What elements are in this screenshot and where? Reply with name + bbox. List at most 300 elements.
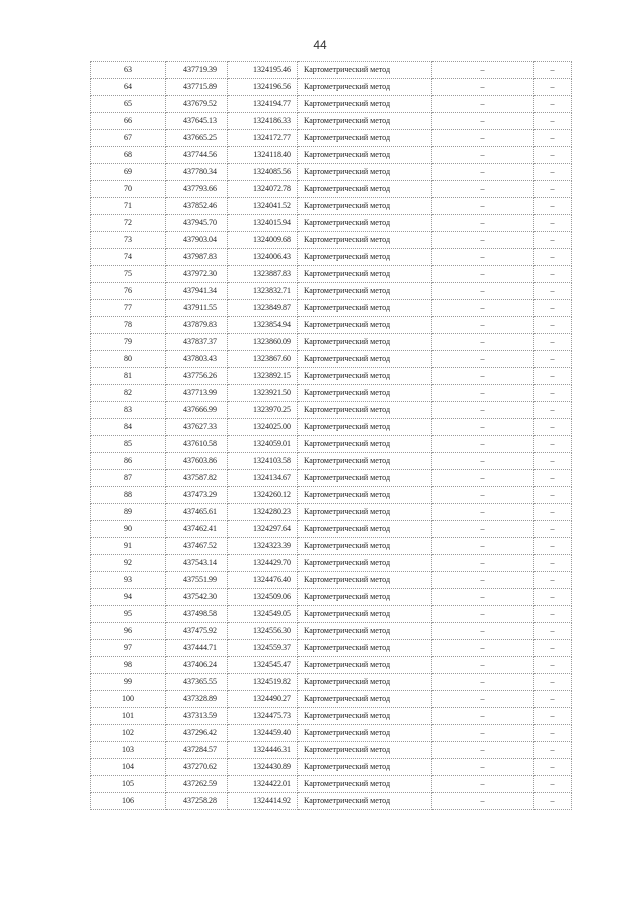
description-cell: – (534, 674, 572, 691)
table-row (91, 164, 572, 181)
point-number-cell: 65 (91, 96, 166, 113)
y-coordinate-cell: 1323921.50 (228, 385, 298, 402)
point-number-cell: 79 (91, 334, 166, 351)
accuracy-cell: – (432, 436, 534, 453)
x-coordinate-cell: 437587.82 (166, 470, 228, 487)
table-row (91, 249, 572, 266)
y-coordinate-cell: 1324006.43 (228, 249, 298, 266)
method-cell: Картометрический метод (298, 436, 432, 453)
accuracy-cell: – (432, 776, 534, 793)
accuracy-cell: – (432, 130, 534, 147)
description-cell: – (534, 538, 572, 555)
accuracy-cell: – (432, 266, 534, 283)
accuracy-cell: – (432, 419, 534, 436)
accuracy-cell: – (432, 691, 534, 708)
x-coordinate-cell: 437603.86 (166, 453, 228, 470)
description-cell: – (534, 300, 572, 317)
point-number-cell: 88 (91, 487, 166, 504)
point-number-cell: 84 (91, 419, 166, 436)
y-coordinate-cell: 1324025.00 (228, 419, 298, 436)
x-coordinate-cell: 437972.30 (166, 266, 228, 283)
x-coordinate-cell: 437879.83 (166, 317, 228, 334)
y-coordinate-cell: 1324072.78 (228, 181, 298, 198)
description-cell: – (534, 181, 572, 198)
method-cell: Картометрический метод (298, 674, 432, 691)
x-coordinate-cell: 437803.43 (166, 351, 228, 368)
accuracy-cell: – (432, 487, 534, 504)
point-number-cell: 94 (91, 589, 166, 606)
x-coordinate-cell: 437462.41 (166, 521, 228, 538)
point-number-cell: 93 (91, 572, 166, 589)
accuracy-cell: – (432, 504, 534, 521)
table-row (91, 283, 572, 300)
description-cell: – (534, 79, 572, 96)
x-coordinate-cell: 437542.30 (166, 589, 228, 606)
method-cell: Картометрический метод (298, 368, 432, 385)
x-coordinate-cell: 437406.24 (166, 657, 228, 674)
y-coordinate-cell: 1324490.27 (228, 691, 298, 708)
x-coordinate-cell: 437498.58 (166, 606, 228, 623)
table-row (91, 198, 572, 215)
method-cell: Картометрический метод (298, 640, 432, 657)
accuracy-cell: – (432, 640, 534, 657)
accuracy-cell: – (432, 232, 534, 249)
point-number-cell: 100 (91, 691, 166, 708)
accuracy-cell: – (432, 538, 534, 555)
y-coordinate-cell: 1323832.71 (228, 283, 298, 300)
description-cell: – (534, 640, 572, 657)
table-row (91, 266, 572, 283)
description-cell: – (534, 453, 572, 470)
table-row (91, 436, 572, 453)
description-cell: – (534, 249, 572, 266)
point-number-cell: 82 (91, 385, 166, 402)
method-cell: Картометрический метод (298, 385, 432, 402)
table-row (91, 504, 572, 521)
point-number-cell: 64 (91, 79, 166, 96)
point-number-cell: 78 (91, 317, 166, 334)
method-cell: Картометрический метод (298, 776, 432, 793)
x-coordinate-cell: 437780.34 (166, 164, 228, 181)
x-coordinate-cell: 437296.42 (166, 725, 228, 742)
y-coordinate-cell: 1324172.77 (228, 130, 298, 147)
x-coordinate-cell: 437837.37 (166, 334, 228, 351)
method-cell: Картометрический метод (298, 793, 432, 810)
method-cell: Картометрический метод (298, 606, 432, 623)
table-row (91, 606, 572, 623)
table-row (91, 317, 572, 334)
y-coordinate-cell: 1324476.40 (228, 572, 298, 589)
point-number-cell: 63 (91, 62, 166, 79)
y-coordinate-cell: 1324009.68 (228, 232, 298, 249)
table-row (91, 130, 572, 147)
method-cell: Картометрический метод (298, 657, 432, 674)
table-row (91, 487, 572, 504)
y-coordinate-cell: 1323867.60 (228, 351, 298, 368)
point-number-cell: 102 (91, 725, 166, 742)
point-number-cell: 106 (91, 793, 166, 810)
description-cell: – (534, 589, 572, 606)
x-coordinate-cell: 437467.52 (166, 538, 228, 555)
x-coordinate-cell: 437543.14 (166, 555, 228, 572)
x-coordinate-cell: 437945.70 (166, 215, 228, 232)
point-number-cell: 96 (91, 623, 166, 640)
method-cell: Картометрический метод (298, 130, 432, 147)
point-number-cell: 81 (91, 368, 166, 385)
point-number-cell: 95 (91, 606, 166, 623)
x-coordinate-cell: 437258.28 (166, 793, 228, 810)
y-coordinate-cell: 1324549.05 (228, 606, 298, 623)
accuracy-cell: – (432, 453, 534, 470)
description-cell: – (534, 487, 572, 504)
method-cell: Картометрический метод (298, 487, 432, 504)
x-coordinate-cell: 437665.25 (166, 130, 228, 147)
y-coordinate-cell: 1324414.92 (228, 793, 298, 810)
x-coordinate-cell: 437756.26 (166, 368, 228, 385)
description-cell: – (534, 283, 572, 300)
description-cell: – (534, 385, 572, 402)
method-cell: Картометрический метод (298, 623, 432, 640)
accuracy-cell: – (432, 606, 534, 623)
table-row (91, 657, 572, 674)
table-row (91, 470, 572, 487)
description-cell: – (534, 776, 572, 793)
table-row (91, 113, 572, 130)
method-cell: Картометрический метод (298, 249, 432, 266)
table-row (91, 96, 572, 113)
method-cell: Картометрический метод (298, 300, 432, 317)
y-coordinate-cell: 1323887.83 (228, 266, 298, 283)
y-coordinate-cell: 1324323.39 (228, 538, 298, 555)
description-cell: – (534, 368, 572, 385)
accuracy-cell: – (432, 283, 534, 300)
description-cell: – (534, 742, 572, 759)
x-coordinate-cell: 437713.99 (166, 385, 228, 402)
description-cell: – (534, 572, 572, 589)
accuracy-cell: – (432, 181, 534, 198)
point-number-cell: 73 (91, 232, 166, 249)
method-cell: Картометрический метод (298, 62, 432, 79)
table-row (91, 538, 572, 555)
x-coordinate-cell: 437666.99 (166, 402, 228, 419)
y-coordinate-cell: 1323849.87 (228, 300, 298, 317)
accuracy-cell: – (432, 351, 534, 368)
description-cell: – (534, 623, 572, 640)
description-cell: – (534, 759, 572, 776)
point-number-cell: 98 (91, 657, 166, 674)
point-number-cell: 104 (91, 759, 166, 776)
accuracy-cell: – (432, 113, 534, 130)
method-cell: Картометрический метод (298, 453, 432, 470)
point-number-cell: 87 (91, 470, 166, 487)
description-cell: – (534, 351, 572, 368)
description-cell: – (534, 215, 572, 232)
accuracy-cell: – (432, 79, 534, 96)
description-cell: – (534, 725, 572, 742)
accuracy-cell: – (432, 657, 534, 674)
method-cell: Картометрический метод (298, 572, 432, 589)
y-coordinate-cell: 1323970.25 (228, 402, 298, 419)
description-cell: – (534, 521, 572, 538)
method-cell: Картометрический метод (298, 215, 432, 232)
point-number-cell: 90 (91, 521, 166, 538)
table-row (91, 62, 572, 79)
table-row (91, 402, 572, 419)
accuracy-cell: – (432, 96, 534, 113)
accuracy-cell: – (432, 368, 534, 385)
y-coordinate-cell: 1324559.37 (228, 640, 298, 657)
y-coordinate-cell: 1324186.33 (228, 113, 298, 130)
table-row (91, 521, 572, 538)
y-coordinate-cell: 1324195.46 (228, 62, 298, 79)
point-number-cell: 85 (91, 436, 166, 453)
x-coordinate-cell: 437473.29 (166, 487, 228, 504)
y-coordinate-cell: 1324459.40 (228, 725, 298, 742)
table-row (91, 215, 572, 232)
accuracy-cell: – (432, 300, 534, 317)
x-coordinate-cell: 437715.89 (166, 79, 228, 96)
x-coordinate-cell: 437475.92 (166, 623, 228, 640)
method-cell: Картометрический метод (298, 266, 432, 283)
method-cell: Картометрический метод (298, 351, 432, 368)
accuracy-cell: – (432, 555, 534, 572)
x-coordinate-cell: 437284.57 (166, 742, 228, 759)
accuracy-cell: – (432, 147, 534, 164)
method-cell: Картометрический метод (298, 334, 432, 351)
method-cell: Картометрический метод (298, 538, 432, 555)
accuracy-cell: – (432, 793, 534, 810)
x-coordinate-cell: 437793.66 (166, 181, 228, 198)
table-row (91, 351, 572, 368)
description-cell: – (534, 113, 572, 130)
y-coordinate-cell: 1324519.82 (228, 674, 298, 691)
x-coordinate-cell: 437719.39 (166, 62, 228, 79)
method-cell: Картометрический метод (298, 79, 432, 96)
x-coordinate-cell: 437744.56 (166, 147, 228, 164)
description-cell: – (534, 266, 572, 283)
table-row (91, 368, 572, 385)
accuracy-cell: – (432, 759, 534, 776)
x-coordinate-cell: 437987.83 (166, 249, 228, 266)
y-coordinate-cell: 1324196.56 (228, 79, 298, 96)
accuracy-cell: – (432, 470, 534, 487)
accuracy-cell: – (432, 402, 534, 419)
method-cell: Картометрический метод (298, 470, 432, 487)
x-coordinate-cell: 437610.58 (166, 436, 228, 453)
coordinates-table-body (91, 62, 572, 810)
method-cell: Картометрический метод (298, 555, 432, 572)
x-coordinate-cell: 437679.52 (166, 96, 228, 113)
accuracy-cell: – (432, 317, 534, 334)
point-number-cell: 72 (91, 215, 166, 232)
table-row (91, 555, 572, 572)
y-coordinate-cell: 1324475.73 (228, 708, 298, 725)
method-cell: Картометрический метод (298, 691, 432, 708)
table-row (91, 572, 572, 589)
method-cell: Картометрический метод (298, 708, 432, 725)
description-cell: – (534, 708, 572, 725)
point-number-cell: 67 (91, 130, 166, 147)
point-number-cell: 75 (91, 266, 166, 283)
accuracy-cell: – (432, 708, 534, 725)
description-cell: – (534, 691, 572, 708)
method-cell: Картометрический метод (298, 419, 432, 436)
method-cell: Картометрический метод (298, 402, 432, 419)
table-row (91, 742, 572, 759)
point-number-cell: 74 (91, 249, 166, 266)
y-coordinate-cell: 1324059.01 (228, 436, 298, 453)
y-coordinate-cell: 1324556.30 (228, 623, 298, 640)
point-number-cell: 83 (91, 402, 166, 419)
y-coordinate-cell: 1324422.01 (228, 776, 298, 793)
point-number-cell: 86 (91, 453, 166, 470)
table-row (91, 300, 572, 317)
y-coordinate-cell: 1324118.40 (228, 147, 298, 164)
x-coordinate-cell: 437852.46 (166, 198, 228, 215)
x-coordinate-cell: 437313.59 (166, 708, 228, 725)
table-row (91, 776, 572, 793)
x-coordinate-cell: 437645.13 (166, 113, 228, 130)
point-number-cell: 89 (91, 504, 166, 521)
accuracy-cell: – (432, 385, 534, 402)
method-cell: Картометрический метод (298, 113, 432, 130)
description-cell: – (534, 198, 572, 215)
table-row (91, 79, 572, 96)
accuracy-cell: – (432, 674, 534, 691)
y-coordinate-cell: 1324446.31 (228, 742, 298, 759)
x-coordinate-cell: 437444.71 (166, 640, 228, 657)
point-number-cell: 66 (91, 113, 166, 130)
method-cell: Картометрический метод (298, 181, 432, 198)
x-coordinate-cell: 437270.62 (166, 759, 228, 776)
table-row (91, 725, 572, 742)
method-cell: Картометрический метод (298, 96, 432, 113)
y-coordinate-cell: 1323854.94 (228, 317, 298, 334)
point-number-cell: 77 (91, 300, 166, 317)
y-coordinate-cell: 1324545.47 (228, 657, 298, 674)
description-cell: – (534, 793, 572, 810)
table-row (91, 589, 572, 606)
table-row (91, 691, 572, 708)
y-coordinate-cell: 1323860.09 (228, 334, 298, 351)
y-coordinate-cell: 1324085.56 (228, 164, 298, 181)
description-cell: – (534, 62, 572, 79)
y-coordinate-cell: 1323892.15 (228, 368, 298, 385)
accuracy-cell: – (432, 249, 534, 266)
x-coordinate-cell: 437262.59 (166, 776, 228, 793)
accuracy-cell: – (432, 589, 534, 606)
table-row (91, 419, 572, 436)
point-number-cell: 80 (91, 351, 166, 368)
table-row (91, 147, 572, 164)
description-cell: – (534, 419, 572, 436)
y-coordinate-cell: 1324280.23 (228, 504, 298, 521)
accuracy-cell: – (432, 572, 534, 589)
method-cell: Картометрический метод (298, 198, 432, 215)
point-number-cell: 105 (91, 776, 166, 793)
method-cell: Картометрический метод (298, 742, 432, 759)
method-cell: Картометрический метод (298, 725, 432, 742)
point-number-cell: 68 (91, 147, 166, 164)
point-number-cell: 69 (91, 164, 166, 181)
description-cell: – (534, 504, 572, 521)
accuracy-cell: – (432, 215, 534, 232)
x-coordinate-cell: 437911.55 (166, 300, 228, 317)
x-coordinate-cell: 437551.99 (166, 572, 228, 589)
point-number-cell: 70 (91, 181, 166, 198)
table-row (91, 793, 572, 810)
point-number-cell: 99 (91, 674, 166, 691)
x-coordinate-cell: 437903.04 (166, 232, 228, 249)
table-row (91, 181, 572, 198)
table-row (91, 232, 572, 249)
accuracy-cell: – (432, 62, 534, 79)
description-cell: – (534, 402, 572, 419)
x-coordinate-cell: 437627.33 (166, 419, 228, 436)
description-cell: – (534, 657, 572, 674)
description-cell: – (534, 606, 572, 623)
x-coordinate-cell: 437941.34 (166, 283, 228, 300)
table-row (91, 453, 572, 470)
y-coordinate-cell: 1324134.67 (228, 470, 298, 487)
y-coordinate-cell: 1324509.06 (228, 589, 298, 606)
x-coordinate-cell: 437365.55 (166, 674, 228, 691)
y-coordinate-cell: 1324194.77 (228, 96, 298, 113)
y-coordinate-cell: 1324430.89 (228, 759, 298, 776)
point-number-cell: 97 (91, 640, 166, 657)
point-number-cell: 71 (91, 198, 166, 215)
y-coordinate-cell: 1324015.94 (228, 215, 298, 232)
page-number: 44 (313, 38, 327, 52)
y-coordinate-cell: 1324429.70 (228, 555, 298, 572)
point-number-cell: 92 (91, 555, 166, 572)
point-number-cell: 91 (91, 538, 166, 555)
y-coordinate-cell: 1324103.58 (228, 453, 298, 470)
y-coordinate-cell: 1324041.52 (228, 198, 298, 215)
table-row (91, 623, 572, 640)
method-cell: Картометрический метод (298, 147, 432, 164)
description-cell: – (534, 436, 572, 453)
point-number-cell: 76 (91, 283, 166, 300)
point-number-cell: 101 (91, 708, 166, 725)
accuracy-cell: – (432, 623, 534, 640)
description-cell: – (534, 470, 572, 487)
accuracy-cell: – (432, 742, 534, 759)
method-cell: Картометрический метод (298, 283, 432, 300)
method-cell: Картометрический метод (298, 521, 432, 538)
table-row (91, 385, 572, 402)
table-row (91, 674, 572, 691)
description-cell: – (534, 317, 572, 334)
y-coordinate-cell: 1324297.64 (228, 521, 298, 538)
description-cell: – (534, 164, 572, 181)
table-row (91, 640, 572, 657)
table-row (91, 708, 572, 725)
accuracy-cell: – (432, 334, 534, 351)
description-cell: – (534, 555, 572, 572)
accuracy-cell: – (432, 521, 534, 538)
description-cell: – (534, 334, 572, 351)
method-cell: Картометрический метод (298, 317, 432, 334)
method-cell: Картометрический метод (298, 589, 432, 606)
accuracy-cell: – (432, 725, 534, 742)
accuracy-cell: – (432, 164, 534, 181)
coordinates-table (90, 61, 572, 810)
accuracy-cell: – (432, 198, 534, 215)
method-cell: Картометрический метод (298, 759, 432, 776)
y-coordinate-cell: 1324260.12 (228, 487, 298, 504)
x-coordinate-cell: 437328.89 (166, 691, 228, 708)
